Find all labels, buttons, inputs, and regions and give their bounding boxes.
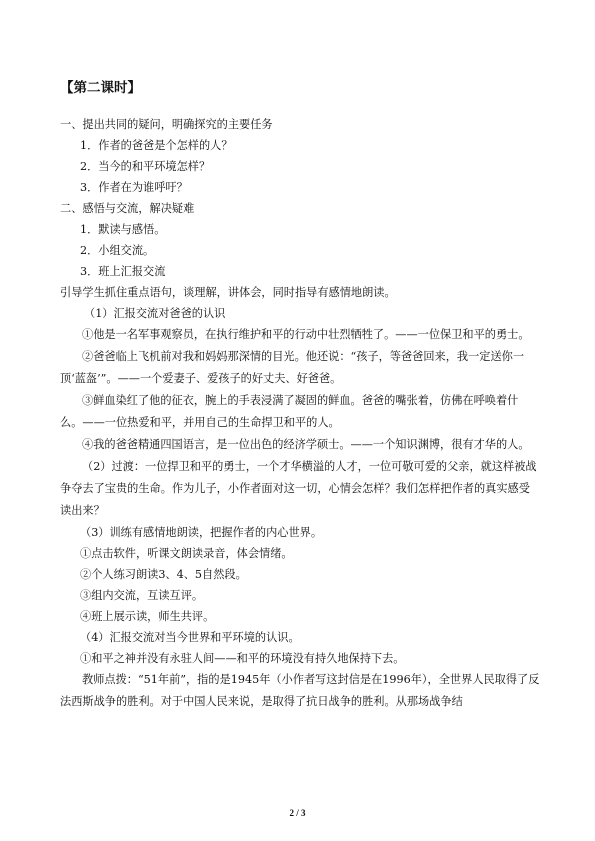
list-item: ①和平之神并没有永驻人间——和平的环境没有持久地保持下去。	[80, 652, 405, 665]
question-item: 3．作者在为谁呼吁？	[80, 181, 188, 194]
list-item: ③组内交流，互读互评。	[80, 589, 204, 602]
body-paragraph: ①他是一名军事观察员，在执行维护和平的行动中壮烈牺牲了。——一位保卫和平的勇士。	[82, 328, 530, 341]
lesson-heading: 【第二课时】	[60, 80, 141, 96]
step-item: 3．班上汇报交流	[80, 265, 166, 278]
section-heading: 一、提出共同的疑问，明确探究的主要任务	[60, 118, 273, 131]
body-paragraph: ④我的爸爸精通四国语言，是一位出色的经济学硕士。——一个知识渊博，很有才华的人。	[82, 438, 530, 451]
body-paragraph: 引导学生抓住重点语句，谈理解，讲体会，同时指导有感情地朗读。	[60, 286, 396, 299]
document-body	[60, 78, 540, 713]
body-paragraph: 教师点拨：“51年前”，指的是1945年（小作者写这封信是在1996年），全世界人民取得了反法西斯战争的胜利。对于中国人民来说，是取得了抗日战争的胜利。从那场战争结	[60, 673, 540, 708]
sub-heading: （1）汇报交流对爸爸的认识	[84, 307, 226, 320]
body-paragraph: （2）过渡：一位捍卫和平的勇士，一个才华横溢的人才，一位可敬可爱的父亲，就这样被战争夺去了宝贵的生命。作为儿子，小作者面对这一切，心情会怎样？我们怎样把作者的真实感受读出来？	[60, 460, 537, 517]
step-item: 1．默读与感悟。	[80, 223, 166, 236]
list-item: ①点击软件，听课文朗读录音，体会情绪。	[80, 547, 293, 560]
section-heading: 二、感悟与交流，解决疑难	[60, 202, 195, 215]
step-item: 2．小组交流。	[80, 244, 155, 257]
list-item: ②个人练习朗读3、4、5自然段。	[80, 568, 247, 581]
sub-heading: （4）汇报交流对当今世界和平环境的认识。	[80, 631, 300, 644]
sub-heading: （3）训练有感情地朗读，把握作者的内心世界。	[80, 526, 323, 539]
question-item: 1．作者的爸爸是个怎样的人？	[80, 139, 233, 152]
list-item: ④班上展示读，师生共评。	[80, 610, 215, 623]
page-number: 2 / 3	[289, 808, 306, 818]
body-paragraph: ②爸爸临上飞机前对我和妈妈那深情的目光。他还说：“孩子，等爸爸回来，我一定送你一顶‘蓝盔’”。——一个爱妻子、爱孩子的好丈夫、好爸爸。	[60, 350, 525, 385]
question-item: 2．当今的和平环境怎样？	[80, 160, 211, 173]
body-paragraph: ③鲜血染红了他的征衣，腕上的手表浸满了凝固的鲜血。爸爸的嘴张着，仿佛在呼唤着什么。——一位热爱和平，并用自己的生命捍卫和平的人。	[60, 394, 519, 429]
